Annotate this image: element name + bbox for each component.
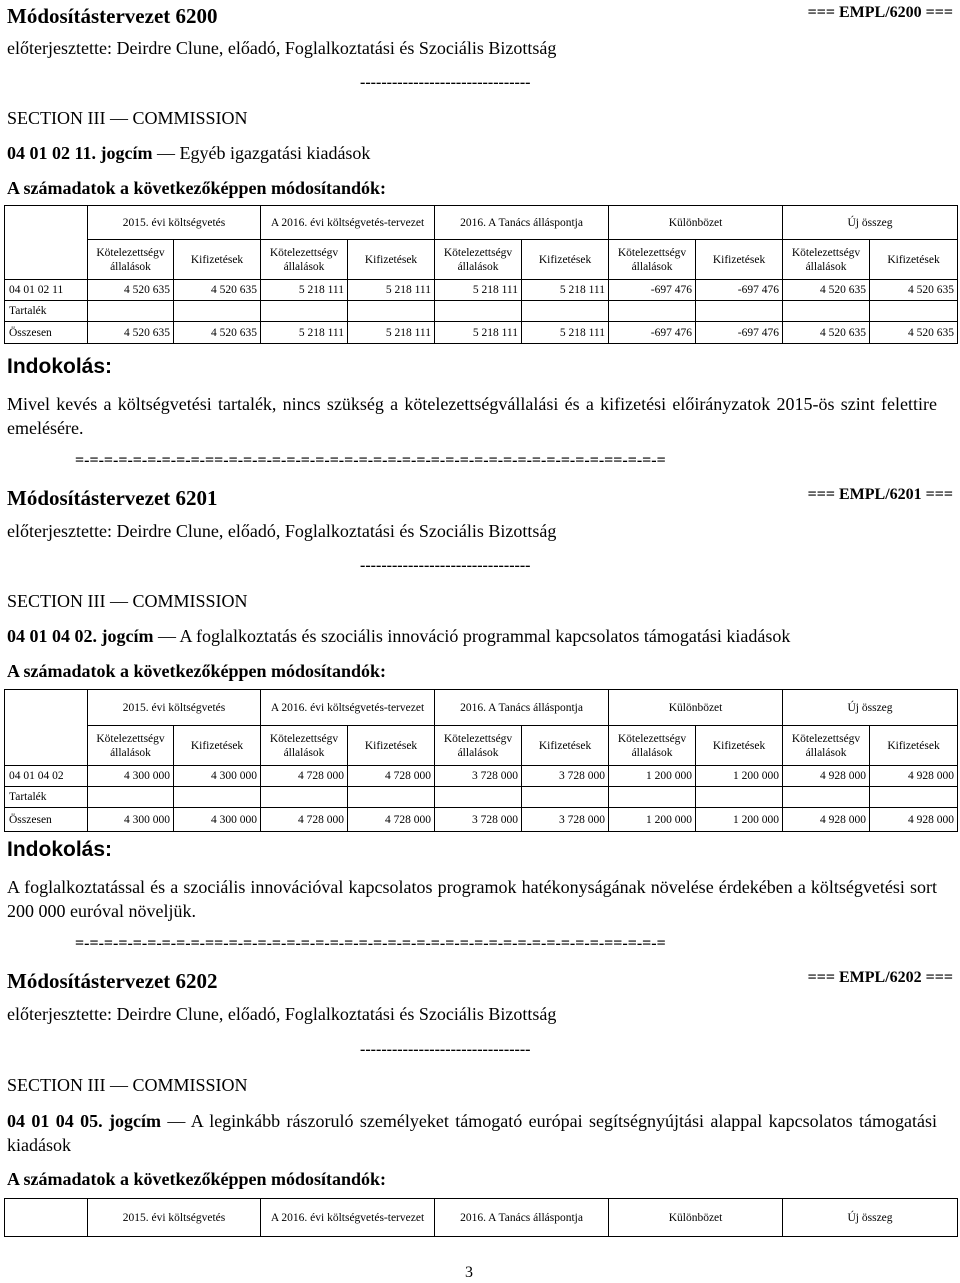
- dash-divider: --------------------------------: [360, 74, 531, 91]
- value-cell: 5 218 111: [261, 322, 348, 344]
- header-difference: Különbözet: [609, 206, 783, 240]
- value-cell: 3 728 000: [435, 766, 522, 787]
- value-cell: 4 520 635: [870, 280, 958, 301]
- total-label: Összesen: [5, 808, 88, 832]
- subheader-payments: Kifizetések: [522, 726, 609, 766]
- value-cell: 4 728 000: [348, 766, 435, 787]
- item-code: 04 01 04 05.: [7, 1111, 103, 1131]
- author-line: előterjesztette: Deirdre Clune, előadó, Foglalkoztatási és Szociális Bizottság: [7, 1004, 557, 1024]
- author-line: előterjesztette: Deirdre Clune, előadó, Foglalkoztatási és Szociális Bizottság: [7, 38, 557, 58]
- corner-cell: [5, 690, 88, 766]
- header-difference: Különbözet: [609, 1199, 783, 1237]
- header-new-amount: Új összeg: [783, 690, 958, 726]
- value-cell: 4 520 635: [174, 280, 261, 301]
- value-cell: 4 728 000: [348, 808, 435, 832]
- amendment-title-6200: Módosítástervezet 6200: [7, 4, 218, 28]
- value-cell: 5 218 111: [522, 280, 609, 301]
- value-cell: 1 200 000: [696, 766, 783, 787]
- subheader-payments: Kifizetések: [870, 240, 958, 280]
- budget-table-6200: [4, 205, 958, 344]
- value-cell: 4 300 000: [88, 766, 174, 787]
- subheader-payments: Kifizetések: [174, 240, 261, 280]
- justification-heading: Indokolás:: [7, 355, 113, 378]
- subheader-commitments: Kötelezettségv állalások: [609, 240, 696, 280]
- author-line: előterjesztette: Deirdre Clune, előadó, Foglalkoztatási és Szociális Bizottság: [7, 521, 557, 541]
- amend-heading: A számadatok a következőképpen módosítandók:: [7, 178, 387, 198]
- subheader-commitments: Kötelezettségv állalások: [88, 726, 174, 766]
- subheader-commitments: Kötelezettségv állalások: [783, 240, 870, 280]
- corner-cell: [5, 206, 88, 280]
- table-row: [5, 808, 958, 832]
- value-cell: 4 300 000: [174, 766, 261, 787]
- table-row: [5, 787, 958, 808]
- subheader-commitments: Kötelezettségv állalások: [261, 240, 348, 280]
- subheader-commitments: Kötelezettségv állalások: [435, 240, 522, 280]
- value-cell: 1 200 000: [609, 766, 696, 787]
- value-cell: 5 218 111: [348, 280, 435, 301]
- justification-text: Mivel kevés a költségvetési tartalék, nincs szükség a kötelezettségvállalási és a kifizetési előirányzatok 2015-ös szint felettire emelésére.: [7, 394, 937, 438]
- header-budget2015: 2015. évi költségvetés: [88, 1199, 261, 1237]
- value-cell: 4 928 000: [783, 808, 870, 832]
- amendment-separator: =-=-=-=-=-=-=-=-=-==-=-=-=-=-=-=-=-=-=-=-=-=-=-=-=-=-=-=-=-=-=-=-=-=-=-=-==-=-=-=: [75, 452, 666, 469]
- subheader-commitments: Kötelezettségv állalások: [88, 240, 174, 280]
- header-new-amount: Új összeg: [783, 206, 958, 240]
- subheader-commitments: Kötelezettségv állalások: [609, 726, 696, 766]
- reserve-label: Tartalék: [5, 787, 88, 808]
- value-cell: 4 520 635: [88, 322, 174, 344]
- value-cell: 1 200 000: [609, 808, 696, 832]
- amendment-title-6201: Módosítástervezet 6201: [7, 486, 218, 510]
- value-cell: -697 476: [696, 280, 783, 301]
- value-cell: 4 300 000: [174, 808, 261, 832]
- value-cell: 4 728 000: [261, 766, 348, 787]
- subheader-commitments: Kötelezettségv állalások: [261, 726, 348, 766]
- header-draft2016: A 2016. évi költségvetés-tervezet: [261, 1199, 435, 1237]
- value-cell: 1 200 000: [696, 808, 783, 832]
- amend-heading: A számadatok a következőképpen módosítandók:: [7, 661, 387, 681]
- header-council2016: 2016. A Tanács álláspontja: [435, 1199, 609, 1237]
- value-cell: 4 520 635: [783, 322, 870, 344]
- budget-item-line: [7, 1109, 937, 1157]
- subheader-payments: Kifizetések: [174, 726, 261, 766]
- table-row: [5, 322, 958, 344]
- budget-item-line: [7, 143, 370, 164]
- value-cell: 5 218 111: [261, 280, 348, 301]
- value-cell: 3 728 000: [522, 808, 609, 832]
- header-difference: Különbözet: [609, 690, 783, 726]
- table-row: [5, 766, 958, 787]
- value-cell: 5 218 111: [348, 322, 435, 344]
- value-cell: 4 520 635: [783, 280, 870, 301]
- total-label: Összesen: [5, 322, 88, 344]
- amendment-tag-6202: === EMPL/6202 ===: [807, 969, 953, 986]
- value-cell: 4 300 000: [88, 808, 174, 832]
- value-cell: 4 728 000: [261, 808, 348, 832]
- header-new-amount: Új összeg: [783, 1199, 958, 1237]
- subheader-payments: Kifizetések: [696, 726, 783, 766]
- item-text: — Egyéb igazgatási kiadások: [152, 143, 371, 163]
- value-cell: 4 520 635: [174, 322, 261, 344]
- corner-cell: [5, 1199, 88, 1237]
- item-code: 04 01 02 11.: [7, 143, 97, 163]
- amendment-tag-6201: === EMPL/6201 ===: [807, 486, 953, 503]
- budget-table-6202: [4, 1198, 958, 1237]
- dash-divider: --------------------------------: [360, 557, 531, 574]
- header-budget2015: 2015. évi költségvetés: [88, 690, 261, 726]
- value-cell: 3 728 000: [435, 808, 522, 832]
- amendment-title-6202: Módosítástervezet 6202: [7, 969, 218, 993]
- subheader-payments: Kifizetések: [696, 240, 783, 280]
- subheader-payments: Kifizetések: [348, 726, 435, 766]
- section-heading: SECTION III — COMMISSION: [7, 591, 248, 611]
- item-word: jogcím: [109, 1111, 162, 1131]
- row-code: 04 01 02 11: [5, 280, 88, 301]
- header-budget2015: 2015. évi költségvetés: [88, 206, 261, 240]
- value-cell: 3 728 000: [522, 766, 609, 787]
- header-council2016: 2016. A Tanács álláspontja: [435, 690, 609, 726]
- row-code: 04 01 04 02: [5, 766, 88, 787]
- amendment-separator: =-=-=-=-=-=-=-=-=-==-=-=-=-=-=-=-=-=-=-=-=-=-=-=-=-=-=-=-=-=-=-=-=-=-=-=-==-=-=-=: [75, 935, 666, 952]
- value-cell: 5 218 111: [435, 322, 522, 344]
- subheader-commitments: Kötelezettségv állalások: [783, 726, 870, 766]
- subheader-payments: Kifizetések: [522, 240, 609, 280]
- subheader-payments: Kifizetések: [870, 726, 958, 766]
- table-row: [5, 301, 958, 322]
- value-cell: 4 928 000: [870, 766, 958, 787]
- value-cell: 4 520 635: [870, 322, 958, 344]
- item-text: — A foglalkoztatás és szociális innováció programmal kapcsolatos támogatási kiadások: [153, 626, 791, 646]
- table-row: [5, 280, 958, 301]
- value-cell: 5 218 111: [435, 280, 522, 301]
- header-draft2016: A 2016. évi költségvetés-tervezet: [261, 690, 435, 726]
- subheader-commitments: Kötelezettségv állalások: [435, 726, 522, 766]
- value-cell: -697 476: [609, 322, 696, 344]
- budget-item-line: [7, 626, 790, 647]
- justification-text: A foglalkoztatással és a szociális innovációval kapcsolatos programok hatékonyságának növelése érdekében a költségvetési sort 200 000 euróval növeljük.: [7, 877, 937, 921]
- section-heading: SECTION III — COMMISSION: [7, 1075, 248, 1095]
- value-cell: 4 928 000: [783, 766, 870, 787]
- amend-heading: A számadatok a következőképpen módosítandók:: [7, 1169, 387, 1189]
- budget-table-6201: [4, 689, 958, 832]
- section-heading: SECTION III — COMMISSION: [7, 108, 248, 128]
- dash-divider: --------------------------------: [360, 1041, 531, 1058]
- item-word: jogcím: [100, 143, 153, 163]
- header-council2016: 2016. A Tanács álláspontja: [435, 206, 609, 240]
- reserve-label: Tartalék: [5, 301, 88, 322]
- value-cell: -697 476: [609, 280, 696, 301]
- subheader-payments: Kifizetések: [348, 240, 435, 280]
- amendment-tag-6200: === EMPL/6200 ===: [807, 4, 953, 21]
- item-code: 04 01 04 02.: [7, 626, 97, 646]
- header-draft2016: A 2016. évi költségvetés-tervezet: [261, 206, 435, 240]
- value-cell: 5 218 111: [522, 322, 609, 344]
- value-cell: 4 520 635: [88, 280, 174, 301]
- item-text: — A leginkább rászoruló személyeket támogató európai segítségnyújtási alappal kapcsolatos támogatási kiadások: [7, 1111, 938, 1155]
- value-cell: 4 928 000: [870, 808, 958, 832]
- item-word: jogcím: [101, 626, 154, 646]
- page-number: 3: [465, 1264, 473, 1281]
- justification-heading: Indokolás:: [7, 838, 113, 861]
- value-cell: -697 476: [696, 322, 783, 344]
